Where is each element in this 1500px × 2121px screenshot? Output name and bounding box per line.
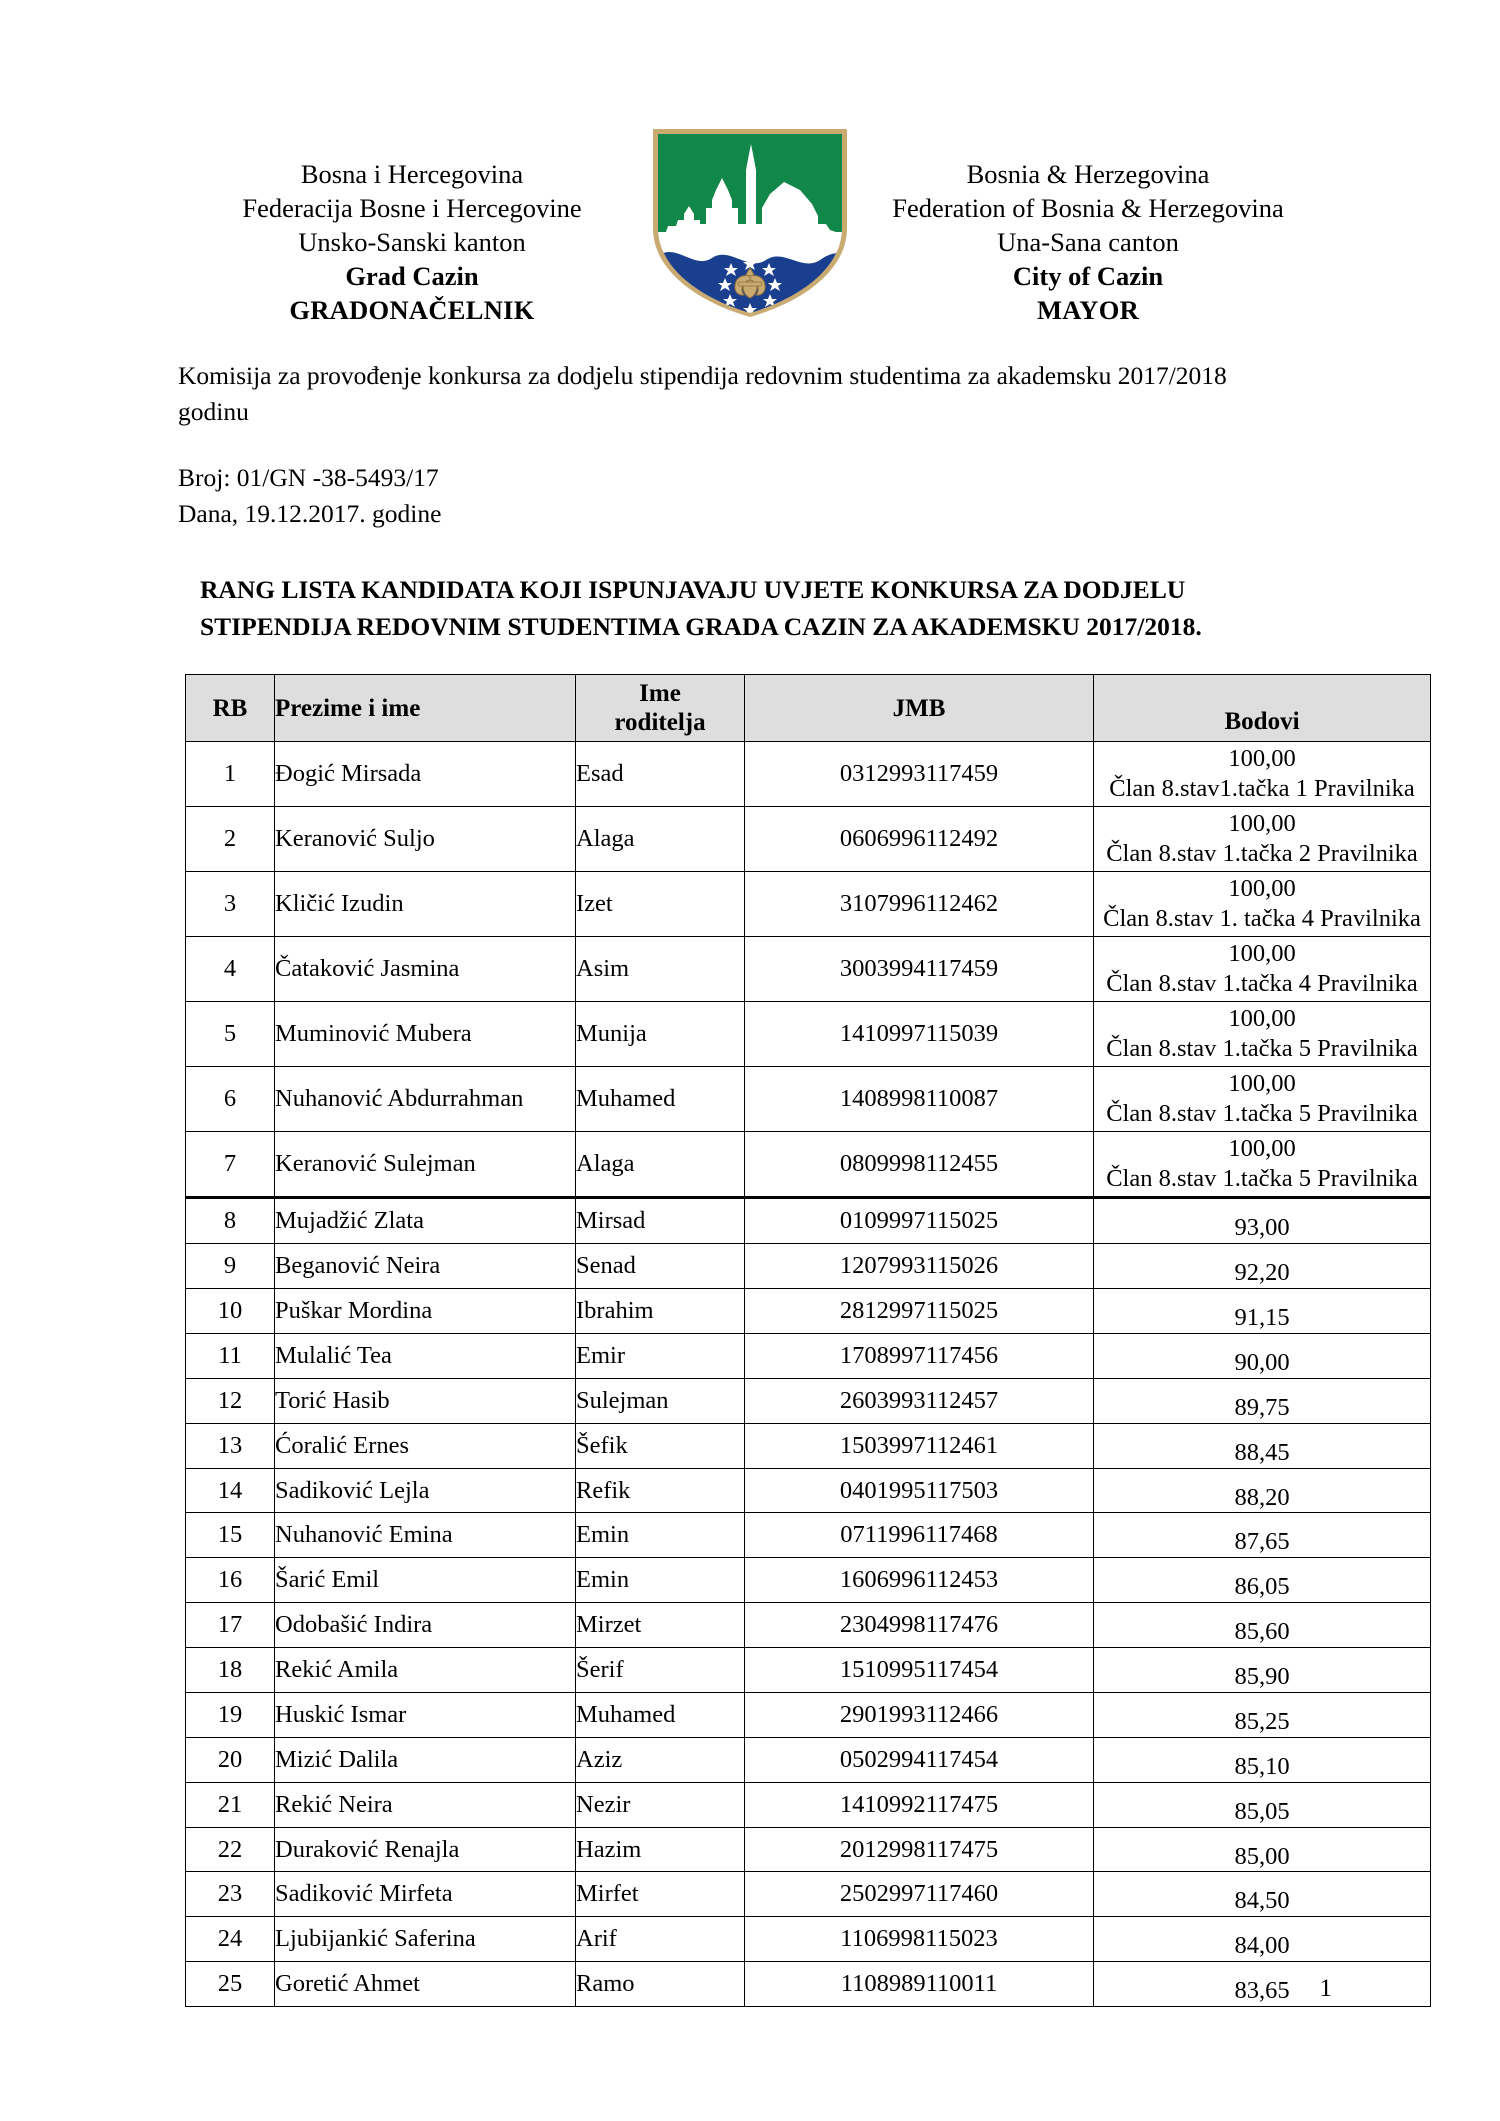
cell-jmb: 1410997115039 xyxy=(745,1002,1094,1067)
cell-rb: 22 xyxy=(186,1827,275,1872)
cell-rb: 7 xyxy=(186,1132,275,1198)
cell-bodovi xyxy=(1094,1827,1431,1872)
bodovi-score: 84,00 xyxy=(1234,1932,1290,1960)
table-row xyxy=(186,1289,1431,1334)
page-title-line-2: STIPENDIJA REDOVNIM STUDENTIMA GRADA CAZIN ZA AKADEMSKU 2017/2018. xyxy=(200,612,1202,642)
table-row xyxy=(186,1513,1431,1558)
letterhead-right-line-3: Una-Sana canton xyxy=(997,226,1179,257)
cell-bodovi xyxy=(1094,937,1431,1002)
cell-jmb: 1106998115023 xyxy=(745,1917,1094,1962)
table-row xyxy=(186,937,1431,1002)
letterhead-right-column xyxy=(865,128,1303,328)
cell-parent: Muhamed xyxy=(576,1692,745,1737)
cell-rb: 13 xyxy=(186,1423,275,1468)
letterhead xyxy=(0,0,1500,328)
cell-rb: 3 xyxy=(186,872,275,937)
table-row xyxy=(186,1002,1431,1067)
table-row xyxy=(186,1558,1431,1603)
cell-bodovi xyxy=(1094,1244,1431,1289)
table-row xyxy=(186,1737,1431,1782)
commission-line-1: Komisija za provođenje konkursa za dodjelu stipendija redovnim studentima za akademsku 2017/2018 xyxy=(178,360,1227,390)
cell-bodovi xyxy=(1094,1558,1431,1603)
cell-name: Mizić Dalila xyxy=(275,1737,576,1782)
cell-parent: Arif xyxy=(576,1917,745,1962)
cell-jmb: 0312993117459 xyxy=(745,742,1094,807)
cell-bodovi xyxy=(1094,1513,1431,1558)
table-row xyxy=(186,1603,1431,1648)
cell-rb: 21 xyxy=(186,1782,275,1827)
cell-rb: 20 xyxy=(186,1737,275,1782)
cell-bodovi xyxy=(1094,1067,1431,1132)
cell-rb: 6 xyxy=(186,1067,275,1132)
cell-parent: Nezir xyxy=(576,1782,745,1827)
document-number: Broj: 01/GN -38-5493/17 xyxy=(178,462,439,492)
page-title xyxy=(200,572,1350,646)
cell-jmb: 3107996112462 xyxy=(745,872,1094,937)
letterhead-left-line-1: Bosna i Hercegovina xyxy=(300,159,524,189)
cell-jmb: 0606996112492 xyxy=(745,807,1094,872)
cell-parent: Refik xyxy=(576,1468,745,1513)
cell-bodovi xyxy=(1094,1333,1431,1378)
bodovi-score: 87,65 xyxy=(1234,1528,1290,1556)
column-header-name: Prezime i ime xyxy=(275,675,576,742)
cell-parent: Hazim xyxy=(576,1827,745,1872)
bodovi-score: 85,60 xyxy=(1234,1618,1290,1646)
cell-name: Puškar Mordina xyxy=(275,1289,576,1334)
cell-rb: 9 xyxy=(186,1244,275,1289)
page-number: 1 xyxy=(1319,1975,1332,2002)
bodovi-score: 86,05 xyxy=(1234,1573,1290,1601)
cell-rb: 14 xyxy=(186,1468,275,1513)
cell-parent: Aziz xyxy=(576,1737,745,1782)
table-row xyxy=(186,1468,1431,1513)
cell-jmb: 1408998110087 xyxy=(745,1067,1094,1132)
intro-spacer xyxy=(178,430,1338,460)
cell-jmb: 0809998112455 xyxy=(745,1132,1094,1198)
cell-parent: Šerif xyxy=(576,1648,745,1693)
bodovi-score: 92,20 xyxy=(1234,1259,1290,1287)
cell-jmb: 3003994117459 xyxy=(745,937,1094,1002)
letterhead-left-column xyxy=(197,128,635,328)
cell-bodovi xyxy=(1094,1692,1431,1737)
intro-block xyxy=(178,358,1338,533)
bodovi-detail xyxy=(1094,1134,1430,1194)
bodovi-detail xyxy=(1094,744,1430,804)
cell-bodovi xyxy=(1094,1917,1431,1962)
table-row xyxy=(186,1198,1431,1244)
table-row xyxy=(186,1782,1431,1827)
cell-name: Rekić Neira xyxy=(275,1782,576,1827)
cell-jmb: 1708997117456 xyxy=(745,1333,1094,1378)
cell-rb: 5 xyxy=(186,1002,275,1067)
cell-parent: Mirsad xyxy=(576,1198,745,1244)
cell-parent: Izet xyxy=(576,872,745,937)
bodovi-score: 93,00 xyxy=(1234,1214,1290,1242)
table-row xyxy=(186,1423,1431,1468)
cell-rb: 25 xyxy=(186,1962,275,2007)
table-body xyxy=(186,742,1431,2007)
cell-name: Čataković Jasmina xyxy=(275,937,576,1002)
cell-bodovi xyxy=(1094,1198,1431,1244)
letterhead-right-city: City of Cazin xyxy=(1012,260,1164,291)
cell-bodovi xyxy=(1094,1648,1431,1693)
table-row xyxy=(186,1378,1431,1423)
cell-name: Šarić Emil xyxy=(275,1558,576,1603)
bodovi-note: Član 8.stav 1.tačka 4 Pravilnika xyxy=(1106,970,1418,998)
cell-rb: 23 xyxy=(186,1872,275,1917)
cell-rb: 1 xyxy=(186,742,275,807)
cell-name: Rekić Amila xyxy=(275,1648,576,1693)
letterhead-left-office: GRADONAČELNIK xyxy=(289,294,535,325)
cell-rb: 2 xyxy=(186,807,275,872)
table-row xyxy=(186,807,1431,872)
cell-bodovi xyxy=(1094,807,1431,872)
cell-bodovi xyxy=(1094,1289,1431,1334)
cell-name: Ljubijankić Saferina xyxy=(275,1917,576,1962)
cell-rb: 8 xyxy=(186,1198,275,1244)
cell-parent: Asim xyxy=(576,937,745,1002)
cell-jmb: 0711996117468 xyxy=(745,1513,1094,1558)
cell-parent: Ibrahim xyxy=(576,1289,745,1334)
table-row xyxy=(186,1132,1431,1198)
bodovi-score: 100,00 xyxy=(1228,1135,1296,1163)
column-header-bodovi-label: Bodovi xyxy=(1224,707,1300,735)
cell-name: Mulalić Tea xyxy=(275,1333,576,1378)
bodovi-score: 85,10 xyxy=(1234,1752,1290,1780)
table-row xyxy=(186,742,1431,807)
cell-parent: Munija xyxy=(576,1002,745,1067)
cell-parent: Emin xyxy=(576,1513,745,1558)
letterhead-left-line-3: Unsko-Sanski kanton xyxy=(298,226,526,257)
ranking-table xyxy=(185,674,1431,2007)
cell-jmb: 1108989110011 xyxy=(745,1962,1094,2007)
bodovi-note: Član 8.stav 1.tačka 5 Pravilnika xyxy=(1106,1100,1418,1128)
bodovi-detail xyxy=(1094,809,1430,869)
bodovi-note: Član 8.stav 1.tačka 5 Pravilnika xyxy=(1106,1035,1418,1063)
cell-name: Keranović Suljo xyxy=(275,807,576,872)
cell-rb: 4 xyxy=(186,937,275,1002)
bodovi-score: 90,00 xyxy=(1234,1348,1290,1376)
cell-jmb: 1606996112453 xyxy=(745,1558,1094,1603)
bodovi-score: 84,50 xyxy=(1234,1887,1290,1915)
cell-parent: Alaga xyxy=(576,1132,745,1198)
page-title-line-1: RANG LISTA KANDIDATA KOJI ISPUNJAVAJU UVJETE KONKURSA ZA DODJELU xyxy=(200,575,1186,605)
cell-bodovi xyxy=(1094,1782,1431,1827)
cell-name: Nuhanović Abdurrahman xyxy=(275,1067,576,1132)
cell-parent: Muhamed xyxy=(576,1067,745,1132)
table-row xyxy=(186,1648,1431,1693)
cell-jmb: 1510995117454 xyxy=(745,1648,1094,1693)
table-row xyxy=(186,1692,1431,1737)
cell-name: Sadiković Mirfeta xyxy=(275,1872,576,1917)
table-row xyxy=(186,872,1431,937)
cell-jmb: 2304998117476 xyxy=(745,1603,1094,1648)
cell-jmb: 2812997115025 xyxy=(745,1289,1094,1334)
table-row xyxy=(186,1067,1431,1132)
cell-name: Nuhanović Emina xyxy=(275,1513,576,1558)
bodovi-detail xyxy=(1094,1069,1430,1129)
bodovi-score: 88,20 xyxy=(1234,1483,1290,1511)
cell-bodovi xyxy=(1094,742,1431,807)
cell-parent: Šefik xyxy=(576,1423,745,1468)
cell-jmb: 2502997117460 xyxy=(745,1872,1094,1917)
cell-bodovi xyxy=(1094,1423,1431,1468)
bodovi-score: 85,00 xyxy=(1234,1842,1290,1870)
cell-name: Đogić Mirsada xyxy=(275,742,576,807)
cell-jmb: 2901993112466 xyxy=(745,1692,1094,1737)
bodovi-score: 100,00 xyxy=(1228,1070,1296,1098)
bodovi-score: 88,45 xyxy=(1234,1438,1290,1466)
cell-jmb: 1207993115026 xyxy=(745,1244,1094,1289)
cell-name: Huskić Ismar xyxy=(275,1692,576,1737)
cell-bodovi xyxy=(1094,1378,1431,1423)
cell-jmb: 2012998117475 xyxy=(745,1827,1094,1872)
bodovi-note: Član 8.stav 1.tačka 5 Pravilnika xyxy=(1106,1165,1418,1193)
crest-container xyxy=(635,128,865,318)
column-header-bodovi xyxy=(1094,675,1431,742)
cell-jmb: 1410992117475 xyxy=(745,1782,1094,1827)
table-head xyxy=(186,675,1431,742)
bodovi-score: 89,75 xyxy=(1234,1393,1290,1421)
cell-parent: Alaga xyxy=(576,807,745,872)
letterhead-right-office: MAYOR xyxy=(1036,294,1140,325)
letterhead-right-line-1: Bosnia & Herzegovina xyxy=(966,159,1210,189)
bodovi-score: 100,00 xyxy=(1228,810,1296,838)
cell-name: Odobašić Indira xyxy=(275,1603,576,1648)
cell-name: Keranović Sulejman xyxy=(275,1132,576,1198)
cell-bodovi xyxy=(1094,1737,1431,1782)
table-row xyxy=(186,1872,1431,1917)
cell-name: Beganović Neira xyxy=(275,1244,576,1289)
cell-parent: Senad xyxy=(576,1244,745,1289)
column-header-parent-line-1: Ime xyxy=(639,679,681,707)
cell-rb: 24 xyxy=(186,1917,275,1962)
cell-name: Mujadžić Zlata xyxy=(275,1198,576,1244)
cell-name: Kličić Izudin xyxy=(275,872,576,937)
cell-parent: Mirfet xyxy=(576,1872,745,1917)
letterhead-left-city: Grad Cazin xyxy=(345,260,479,291)
cell-parent: Ramo xyxy=(576,1962,745,2007)
bodovi-note: Član 8.stav1.tačka 1 Pravilnika xyxy=(1109,775,1415,803)
cell-bodovi xyxy=(1094,1872,1431,1917)
cell-parent: Emir xyxy=(576,1333,745,1378)
cell-bodovi xyxy=(1094,872,1431,937)
bodovi-score: 100,00 xyxy=(1228,745,1296,773)
cell-parent: Sulejman xyxy=(576,1378,745,1423)
letterhead-left-line-2: Federacija Bosne i Hercegovine xyxy=(242,192,582,223)
table-row xyxy=(186,1917,1431,1962)
cell-rb: 11 xyxy=(186,1333,275,1378)
bodovi-score: 85,90 xyxy=(1234,1663,1290,1691)
cell-jmb: 0109997115025 xyxy=(745,1198,1094,1244)
cell-rb: 15 xyxy=(186,1513,275,1558)
cell-name: Sadiković Lejla xyxy=(275,1468,576,1513)
document-date: Dana, 19.12.2017. godine xyxy=(178,499,442,529)
cell-parent: Mirzet xyxy=(576,1603,745,1648)
cell-jmb: 2603993112457 xyxy=(745,1378,1094,1423)
bodovi-score: 100,00 xyxy=(1228,1005,1296,1033)
table-header-row xyxy=(186,675,1431,742)
table-row xyxy=(186,1333,1431,1378)
cell-bodovi xyxy=(1094,1132,1431,1198)
table-row xyxy=(186,1827,1431,1872)
bodovi-score: 85,05 xyxy=(1234,1797,1290,1825)
bodovi-detail xyxy=(1094,1004,1430,1064)
bodovi-score: 83,65 xyxy=(1234,1977,1290,2005)
cell-name: Goretić Ahmet xyxy=(275,1962,576,2007)
table-row xyxy=(186,1962,1431,2007)
bodovi-score: 91,15 xyxy=(1234,1304,1290,1332)
column-header-rb: RB xyxy=(186,675,275,742)
cell-rb: 19 xyxy=(186,1692,275,1737)
bodovi-note: Član 8.stav 1.tačka 2 Pravilnika xyxy=(1106,840,1418,868)
cell-bodovi xyxy=(1094,1603,1431,1648)
bodovi-detail xyxy=(1094,874,1430,934)
cell-jmb: 1503997112461 xyxy=(745,1423,1094,1468)
column-header-parent xyxy=(576,675,745,742)
cell-jmb: 0502994117454 xyxy=(745,1737,1094,1782)
cell-bodovi xyxy=(1094,1002,1431,1067)
cell-rb: 17 xyxy=(186,1603,275,1648)
cell-rb: 12 xyxy=(186,1378,275,1423)
cell-rb: 10 xyxy=(186,1289,275,1334)
bodovi-score: 85,25 xyxy=(1234,1707,1290,1735)
cell-bodovi xyxy=(1094,1468,1431,1513)
cell-name: Duraković Renajla xyxy=(275,1827,576,1872)
cell-bodovi xyxy=(1094,1962,1431,2007)
cell-parent: Emin xyxy=(576,1558,745,1603)
bodovi-score: 100,00 xyxy=(1228,875,1296,903)
cell-name: Muminović Mubera xyxy=(275,1002,576,1067)
commission-line-2: godinu xyxy=(178,396,249,426)
cell-name: Ćoralić Ernes xyxy=(275,1423,576,1468)
bodovi-note: Član 8.stav 1. tačka 4 Pravilnika xyxy=(1103,905,1421,933)
cell-jmb: 0401995117503 xyxy=(745,1468,1094,1513)
cell-rb: 18 xyxy=(186,1648,275,1693)
letterhead-right-line-2: Federation of Bosnia & Herzegovina xyxy=(892,192,1284,223)
cell-parent: Esad xyxy=(576,742,745,807)
cell-rb: 16 xyxy=(186,1558,275,1603)
table-row xyxy=(186,1244,1431,1289)
bodovi-score: 100,00 xyxy=(1228,940,1296,968)
bodovi-detail xyxy=(1094,939,1430,999)
column-header-parent-line-2: roditelja xyxy=(614,709,706,737)
cell-name: Torić Hasib xyxy=(275,1378,576,1423)
column-header-jmb: JMB xyxy=(745,675,1094,742)
cazin-coat-of-arms-icon xyxy=(650,128,850,318)
ranking-table-container xyxy=(185,674,1425,2007)
